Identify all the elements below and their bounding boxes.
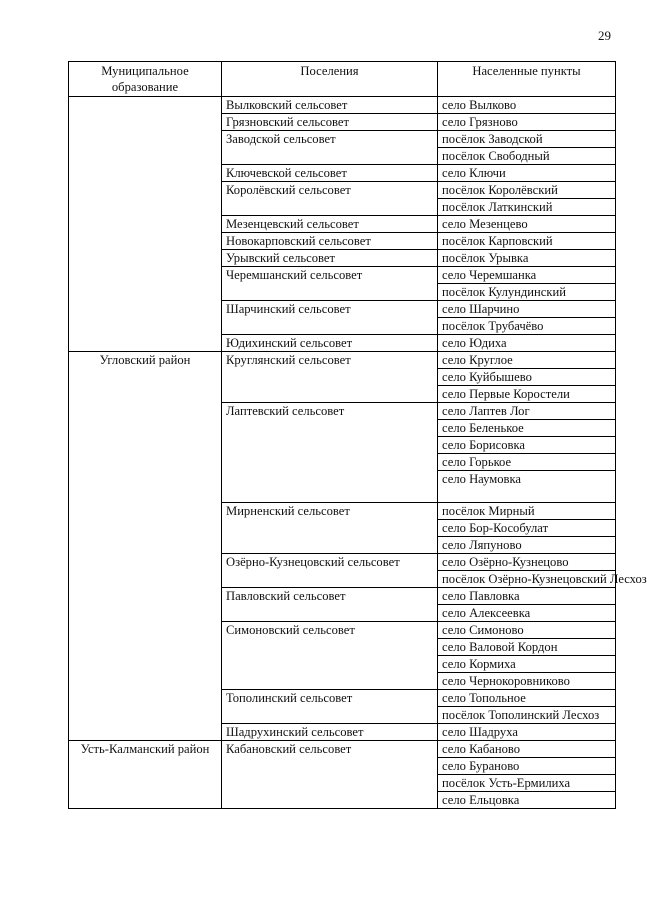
table-row [69, 741, 616, 758]
locality-cell: посёлок Трубачёво [438, 318, 616, 335]
table-header-row [69, 62, 616, 97]
locality-cell: посёлок Урывка [438, 250, 616, 267]
locality-cell: село Грязново [438, 114, 616, 131]
settlement-cell: Мирненский сельсовет [222, 503, 438, 554]
table-body [69, 97, 647, 809]
locality-cell: село Озёрно-Кузнецово [438, 554, 616, 571]
settlement-cell: Королёвский сельсовет [222, 182, 438, 216]
locality-cell: посёлок Усть-Ермилиха [438, 775, 616, 792]
locality-cell: село Шадруха [438, 724, 616, 741]
locality-cell: село Кормиха [438, 656, 616, 673]
locality-cell: село Ляпуново [438, 537, 616, 554]
locality-cell: посёлок Карповский [438, 233, 616, 250]
locality-cell: село Павловка [438, 588, 616, 605]
settlement-cell: Тополинский сельсовет [222, 690, 438, 724]
header-municipality: Муниципальное образование [69, 62, 222, 97]
locality-cell: посёлок Кулундинский [438, 284, 616, 301]
locality-cell: село Вылково [438, 97, 616, 114]
locality-cell: село Бураново [438, 758, 616, 775]
settlement-cell: Лаптевский сельсовет [222, 403, 438, 503]
locality-cell: село Горькое [438, 454, 616, 471]
locality-cell: посёлок Королёвский [438, 182, 616, 199]
locality-cell: село Беленькое [438, 420, 616, 437]
locality-cell: село Чернокоровниково [438, 673, 616, 690]
locality-cell: село Куйбышево [438, 369, 616, 386]
table-row [69, 97, 616, 114]
settlement-cell: Новокарповский сельсовет [222, 233, 438, 250]
settlement-cell: Шадрухинский сельсовет [222, 724, 438, 741]
settlement-cell: Павловский сельсовет [222, 588, 438, 622]
locality-cell: село Лаптев Лог [438, 403, 616, 420]
locality-cell: село Борисовка [438, 437, 616, 454]
settlement-cell: Круглянский сельсовет [222, 352, 438, 403]
locality-cell: село Первые Коростели [438, 386, 616, 403]
settlement-cell: Мезенцевский сельсовет [222, 216, 438, 233]
locality-cell: посёлок Мирный [438, 503, 616, 520]
settlement-cell: Вылковский сельсовет [222, 97, 438, 114]
locality-cell: посёлок Латкинский [438, 199, 616, 216]
settlements-table [68, 61, 647, 809]
settlement-cell: Озёрно-Кузнецовский сельсовет [222, 554, 438, 588]
locality-cell: село Ельцовка [438, 792, 616, 809]
locality-cell: село Кабаново [438, 741, 616, 758]
locality-cell: село Ключи [438, 165, 616, 182]
settlement-cell: Урывский сельсовет [222, 250, 438, 267]
locality-cell: село Наумовка [438, 471, 616, 503]
settlement-cell: Ключевской сельсовет [222, 165, 438, 182]
locality-cell: село Топольное [438, 690, 616, 707]
header-localities: Населенные пункты [438, 62, 616, 97]
locality-cell: село Мезенцево [438, 216, 616, 233]
locality-cell: посёлок Озёрно-Кузнецовский Лесхоз [438, 571, 616, 588]
table-row [69, 352, 616, 369]
locality-cell: село Шарчино [438, 301, 616, 318]
settlement-cell: Шарчинский сельсовет [222, 301, 438, 335]
page-number: 29 [598, 28, 611, 43]
locality-cell: село Симоново [438, 622, 616, 639]
settlement-cell: Юдихинский сельсовет [222, 335, 438, 352]
locality-cell: село Черемшанка [438, 267, 616, 284]
municipality-cell: Усть-Калманский район [69, 741, 222, 809]
settlement-cell: Заводской сельсовет [222, 131, 438, 165]
settlement-cell: Грязновский сельсовет [222, 114, 438, 131]
settlement-cell: Симоновский сельсовет [222, 622, 438, 690]
locality-cell: село Алексеевка [438, 605, 616, 622]
header-settlements: Поселения [222, 62, 438, 97]
locality-cell: село Валовой Кордон [438, 639, 616, 656]
locality-cell: посёлок Заводской [438, 131, 616, 148]
municipality-cell: Угловский район [69, 352, 222, 741]
locality-cell: село Юдиха [438, 335, 616, 352]
locality-cell: село Круглое [438, 352, 616, 369]
settlement-cell: Черемшанский сельсовет [222, 267, 438, 301]
municipality-cell [69, 97, 222, 352]
locality-cell: село Бор-Кособулат [438, 520, 616, 537]
locality-cell: посёлок Свободный [438, 148, 616, 165]
locality-cell: посёлок Тополинский Лесхоз [438, 707, 616, 724]
settlement-cell: Кабановский сельсовет [222, 741, 438, 809]
